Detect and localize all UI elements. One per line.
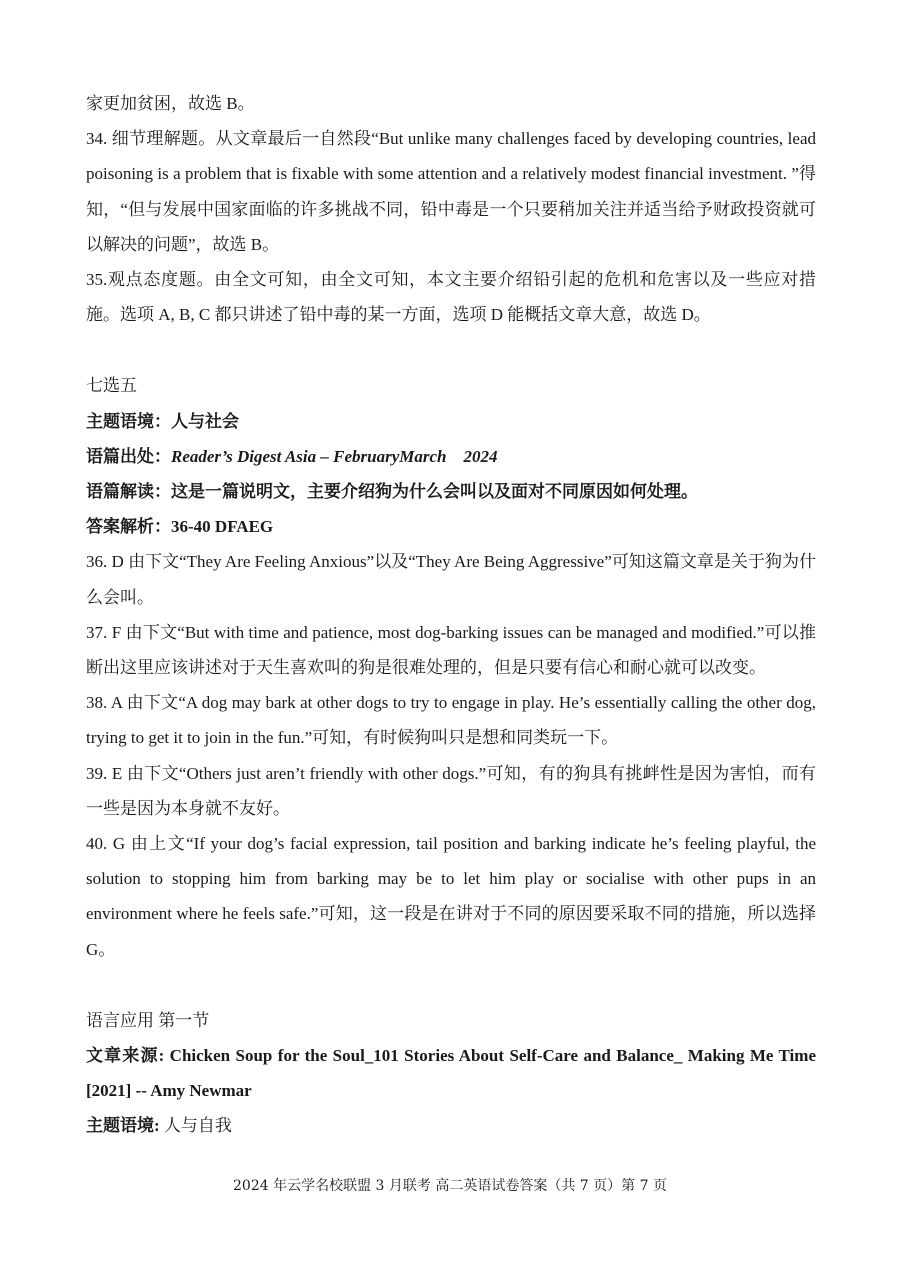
page-footer: 2024 年云学名校联盟 3 月联考 高二英语试卷答案（共 7 页）第 7 页 — [233, 1178, 667, 1194]
lang-theme-value: 人与自我 — [163, 1116, 232, 1136]
answer-label: 答案解析： — [86, 517, 171, 537]
source-label: 语篇出处： — [86, 446, 171, 466]
page-content — [86, 86, 816, 1144]
paragraph-q34: 34. 细节理解题。从文章最后一自然段“But unlike many challenges faced by developing countries, lead poisoning is a problem that is fixable with some attention and a relatively modest financial investment. ”得知，“但与发展中国家面临的许多挑战不同，铅中毒是一个只要稍加关注并适当给予财政投资就可以解决的问题”，故选 B。 — [86, 129, 816, 254]
section-heading-language-use: 语言应用 第一节 — [86, 1010, 210, 1030]
section-spacer — [86, 332, 816, 368]
reading-value: 这是一篇说明文，主要介绍狗为什么会叫以及面对不同原因如何处理。 — [171, 482, 698, 502]
lang-theme-label: 主题语境: — [86, 1116, 164, 1136]
item-36: 36. D 由下文“They Are Feeling Anxious”以及“They Are Being Aggressive”可知这篇文章是关于狗为什么会叫。 — [86, 552, 816, 607]
theme-label: 主题语境： — [86, 411, 171, 431]
article-source-label: 文章来源: — [86, 1046, 170, 1066]
item-37: 37. F 由下文“But with time and patience, most dog-barking issues can be managed and modified.”可以推断出这里应该讲述对于天生喜欢叫的狗是很难处理的，但是只要有信心和耐心就可以改变。 — [86, 622, 816, 678]
lang-theme-line — [86, 1108, 816, 1143]
paragraph-q33-end: 家更加贫困，故选 B。 — [86, 94, 255, 113]
source-line — [86, 439, 816, 474]
answer-value: 36-40 DFAEG — [171, 517, 274, 537]
answer-line — [86, 509, 816, 544]
item-38: 38. A 由下文“A dog may bark at other dogs to try to engage in play. He’s essentially calling the other dog, trying to get it to join in the fun.”可知，有时候狗叫只是想和同类玩一下。 — [86, 693, 816, 748]
reading-line — [86, 474, 816, 509]
reading-label: 语篇解读： — [86, 482, 171, 502]
article-source-value: Chicken Soup for the Soul_101 Stories About Self-Care and Balance_ Making Me Time [2021] -- Amy Newmar — [86, 1046, 816, 1101]
theme-line — [86, 404, 816, 439]
item-39: 39. E 由下文“Others just aren’t friendly with other dogs.”可知，有的狗具有挑衅性是因为害怕，而有一些是因为本身就不友好。 — [86, 763, 816, 818]
paragraph-q35: 35.观点态度题。由全文可知，由全文可知，本文主要介绍铅引起的危机和危害以及一些应对措施。选项 A, B, C 都只讲述了铅中毒的某一方面，选项 D 能概括文章大意，故选 D。 — [86, 270, 816, 325]
item-40: 40. G 由上文“If your dog’s facial expression, tail position and barking indicate he’s feeling playful, the solution to stopping him from barking may be to let him play or socialise with other pups in an environment where he feels safe.”可知，这一段是在讲对于不同的原因要采取不同的措施，所以选择 G。 — [86, 834, 816, 959]
theme-value: 人与社会 — [171, 411, 239, 431]
source-value: Reader’s Digest Asia – FebruaryMarch 2024 — [171, 446, 498, 466]
section-spacer — [86, 967, 816, 1003]
article-source-line — [86, 1038, 816, 1108]
section-heading-seven-choose-five: 七选五 — [86, 376, 137, 396]
